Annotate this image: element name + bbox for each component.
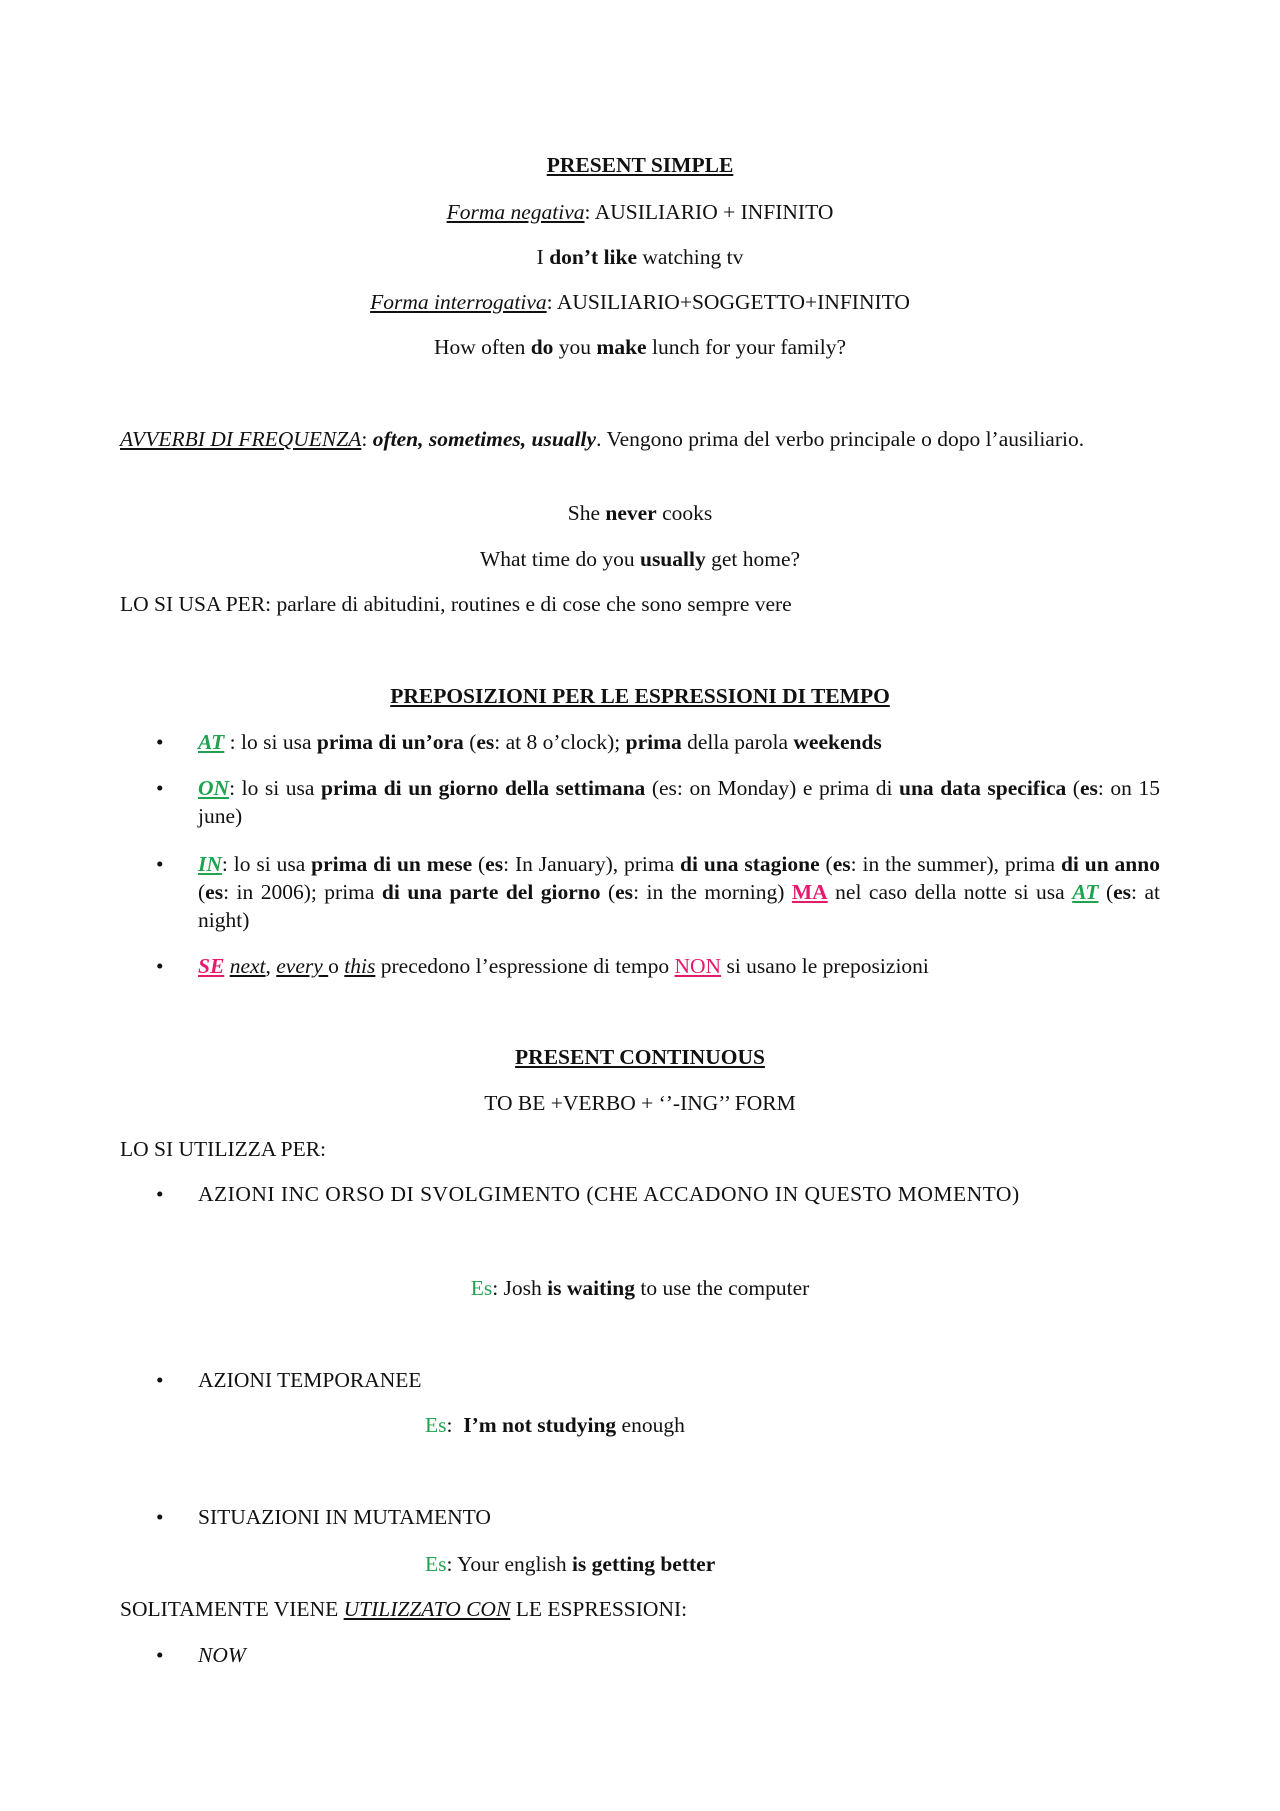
expressions-line: SOLITAMENTE VIENE UTILIZZATO CON LE ESPRESSIONI: bbox=[120, 1597, 688, 1621]
keyword-at: AT bbox=[198, 730, 225, 754]
bullet: • bbox=[156, 1368, 164, 1392]
example-josh: Es: Josh is waiting to use the computer bbox=[470, 1276, 810, 1300]
example-english: Es: Your english is getting better bbox=[425, 1552, 716, 1576]
word-this: this bbox=[344, 954, 376, 978]
present-simple-title: PRESENT SIMPLE bbox=[546, 153, 734, 177]
present-continuous-title: PRESENT CONTINUOUS bbox=[515, 1045, 765, 1069]
example-studying: Es: I’m not studying enough bbox=[425, 1413, 685, 1437]
negative-example: I don’t like watching tv bbox=[536, 245, 744, 269]
list-item-azioni-temporanee: AZIONI TEMPORANEE bbox=[198, 1368, 422, 1392]
bullet: • bbox=[156, 1182, 164, 1206]
continuous-usage-line: LO SI UTILIZZA PER: bbox=[120, 1137, 327, 1161]
list-item-in: IN: lo si usa prima di un mese (es: In January), prima di una stagione (es: in the summer), prima di un anno (es: in 2006); prima di una parte del giorno (es: in the morning) MA nel caso della notte si usa AT (es: at night) bbox=[198, 852, 1160, 932]
keyword-non: NON bbox=[674, 954, 722, 978]
list-item-now: NOW bbox=[198, 1643, 246, 1667]
bullet: • bbox=[156, 776, 164, 800]
negative-form-label: Forma negativa bbox=[446, 200, 585, 224]
usage-line: LO SI USA PER: parlare di abitudini, routines e di cose che sono sempre vere bbox=[120, 592, 792, 616]
list-item-azioni-in-corso: AZIONI INC ORSO DI SVOLGIMENTO (CHE ACCADONO IN QUESTO MOMENTO) bbox=[198, 1182, 1020, 1206]
adverbs-paragraph: AVVERBI DI FREQUENZA: often, sometimes, usually. Vengono prima del verbo principale o dopo l’ausiliario. bbox=[120, 427, 1085, 451]
list-item-at: AT : lo si usa prima di un’ora (es: at 8 o’clock); prima della parola weekends bbox=[198, 730, 882, 754]
prepositions-title: PREPOSIZIONI PER LE ESPRESSIONI DI TEMPO bbox=[390, 684, 890, 708]
list-item-on: ON: lo si usa prima di un giorno della settimana (es: on Monday) e prima di una data specifica (es: on 15 june) bbox=[198, 776, 1160, 828]
keyword-at-night: AT bbox=[1072, 880, 1099, 904]
interrogative-form-line: Forma interrogativa: AUSILIARIO+SOGGETTO+INFINITO bbox=[370, 290, 910, 314]
negative-form-line: Forma negativa: AUSILIARIO + INFINITO bbox=[446, 200, 834, 224]
adverbs-label: AVVERBI DI FREQUENZA bbox=[120, 427, 362, 451]
bullet: • bbox=[156, 730, 164, 754]
interrogative-example: How often do you make lunch for your family? bbox=[433, 335, 847, 359]
keyword-in: IN bbox=[198, 852, 222, 876]
adverb-example-usually: What time do you usually get home? bbox=[479, 547, 801, 571]
keyword-ma: MA bbox=[791, 880, 828, 904]
keyword-se: SE bbox=[198, 954, 225, 978]
adverb-example-never: She never cooks bbox=[567, 501, 713, 525]
interrogative-form-label: Forma interrogativa bbox=[370, 290, 547, 314]
keyword-on: ON bbox=[198, 776, 230, 800]
continuous-formula: TO BE +VERBO + ‘’-ING’’ FORM bbox=[484, 1091, 796, 1115]
bullet: • bbox=[156, 954, 164, 978]
bullet: • bbox=[156, 1505, 164, 1529]
word-next: next bbox=[229, 954, 266, 978]
word-every: every bbox=[276, 954, 329, 978]
list-item-situazioni: SITUAZIONI IN MUTAMENTO bbox=[198, 1505, 491, 1529]
list-item-se: SE next, every o this precedono l’espressione di tempo NON si usano le preposizioni bbox=[198, 954, 929, 978]
bullet: • bbox=[156, 852, 164, 876]
bullet: • bbox=[156, 1643, 164, 1667]
